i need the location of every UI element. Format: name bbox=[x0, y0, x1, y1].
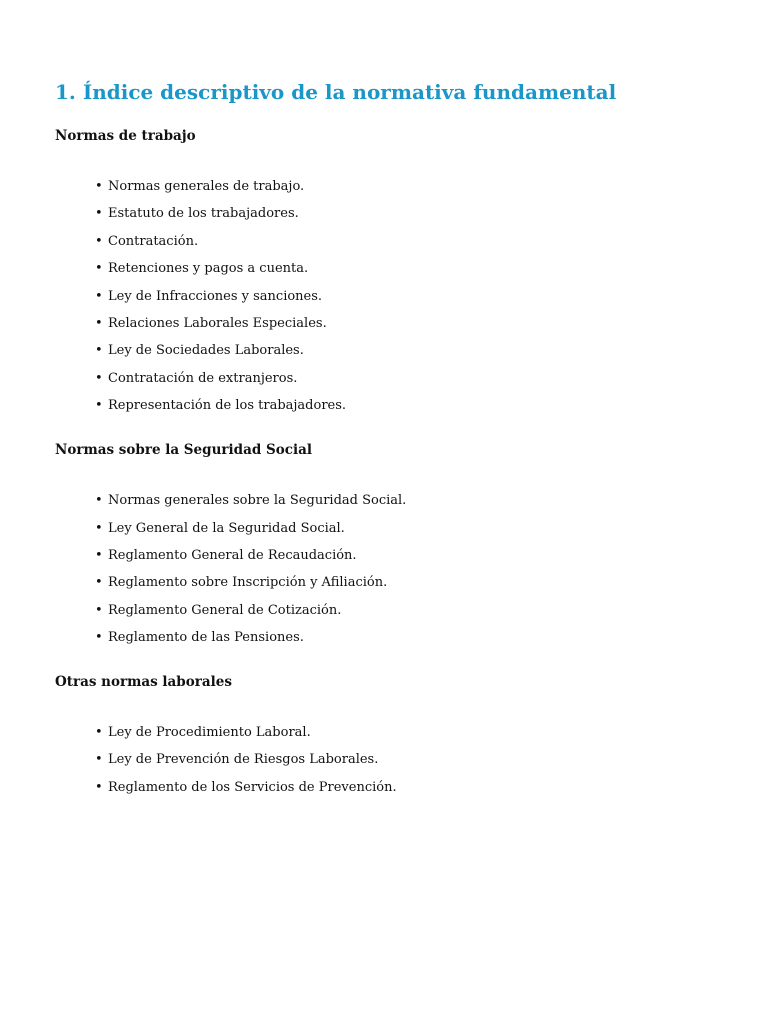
section-seguridad-social bbox=[55, 440, 715, 647]
item-list bbox=[55, 492, 715, 647]
list-item-text: Reglamento sobre Inscripción y Afiliación. bbox=[108, 575, 388, 591]
bullet-icon: • bbox=[95, 315, 103, 331]
list-item-text: Ley General de la Seguridad Social. bbox=[108, 520, 345, 536]
list-item bbox=[95, 315, 715, 333]
item-list bbox=[55, 178, 715, 415]
bullet-icon: • bbox=[95, 725, 103, 741]
list-item-text: Ley de Infracciones y sanciones. bbox=[108, 288, 323, 304]
list-item bbox=[95, 629, 715, 647]
list-item-text: Normas generales sobre la Seguridad Social. bbox=[108, 493, 407, 509]
section-heading: Normas de trabajo bbox=[55, 128, 196, 144]
list-item bbox=[95, 779, 715, 797]
list-item-text: Reglamento de las Pensiones. bbox=[108, 630, 304, 646]
list-item-text: Contratación. bbox=[108, 233, 199, 249]
bullet-icon: • bbox=[95, 261, 103, 277]
list-item-text: Representación de los trabajadores. bbox=[108, 398, 347, 414]
bullet-icon: • bbox=[95, 398, 103, 414]
list-item-text: Reglamento General de Recaudación. bbox=[108, 547, 357, 563]
list-item bbox=[95, 492, 715, 510]
list-item bbox=[95, 520, 715, 538]
list-item bbox=[95, 602, 715, 620]
bullet-icon: • bbox=[95, 233, 103, 249]
list-item bbox=[95, 547, 715, 565]
bullet-icon: • bbox=[95, 575, 103, 591]
list-item bbox=[95, 397, 715, 415]
list-item-text: Estatuto de los trabajadores. bbox=[108, 206, 299, 222]
list-item bbox=[95, 574, 715, 592]
list-item-text: Ley de Procedimiento Laboral. bbox=[108, 725, 311, 741]
bullet-icon: • bbox=[95, 206, 103, 222]
list-item bbox=[95, 233, 715, 251]
list-item-text: Normas generales de trabajo. bbox=[108, 179, 305, 194]
bullet-icon: • bbox=[95, 752, 103, 768]
bullet-icon: • bbox=[95, 547, 103, 563]
list-item bbox=[95, 260, 715, 278]
bullet-icon: • bbox=[95, 602, 103, 618]
document-page bbox=[55, 78, 715, 822]
list-item bbox=[95, 370, 715, 388]
list-item bbox=[95, 288, 715, 306]
section-normas-de-trabajo bbox=[55, 126, 715, 415]
page-title: 1. Índice descriptivo de la normativa fundamental bbox=[55, 80, 617, 104]
list-item-text: Reglamento de los Servicios de Prevención. bbox=[108, 779, 397, 795]
bullet-icon: • bbox=[95, 493, 103, 509]
list-item-text: Reglamento General de Cotización. bbox=[108, 602, 342, 618]
list-item-text: Retenciones y pagos a cuenta. bbox=[108, 261, 309, 277]
bullet-icon: • bbox=[95, 343, 103, 359]
list-item-text: Contratación de extranjeros. bbox=[108, 370, 298, 386]
section-otras-normas bbox=[55, 672, 715, 797]
bullet-icon: • bbox=[95, 779, 103, 795]
list-item-text: Ley de Sociedades Laborales. bbox=[108, 343, 304, 359]
section-heading: Normas sobre la Seguridad Social bbox=[55, 442, 312, 459]
list-item bbox=[95, 205, 715, 223]
bullet-icon: • bbox=[95, 630, 103, 646]
item-list bbox=[55, 724, 715, 797]
list-item bbox=[95, 724, 715, 742]
bullet-icon: • bbox=[95, 370, 103, 386]
list-item-text: Ley de Prevención de Riesgos Laborales. bbox=[108, 752, 379, 768]
bullet-icon: • bbox=[95, 179, 103, 194]
list-item-text: Relaciones Laborales Especiales. bbox=[108, 315, 327, 331]
section-heading: Otras normas laborales bbox=[55, 674, 232, 691]
list-item bbox=[95, 178, 715, 196]
list-item bbox=[95, 342, 715, 360]
bullet-icon: • bbox=[95, 288, 103, 304]
list-item bbox=[95, 751, 715, 769]
bullet-icon: • bbox=[95, 520, 103, 536]
